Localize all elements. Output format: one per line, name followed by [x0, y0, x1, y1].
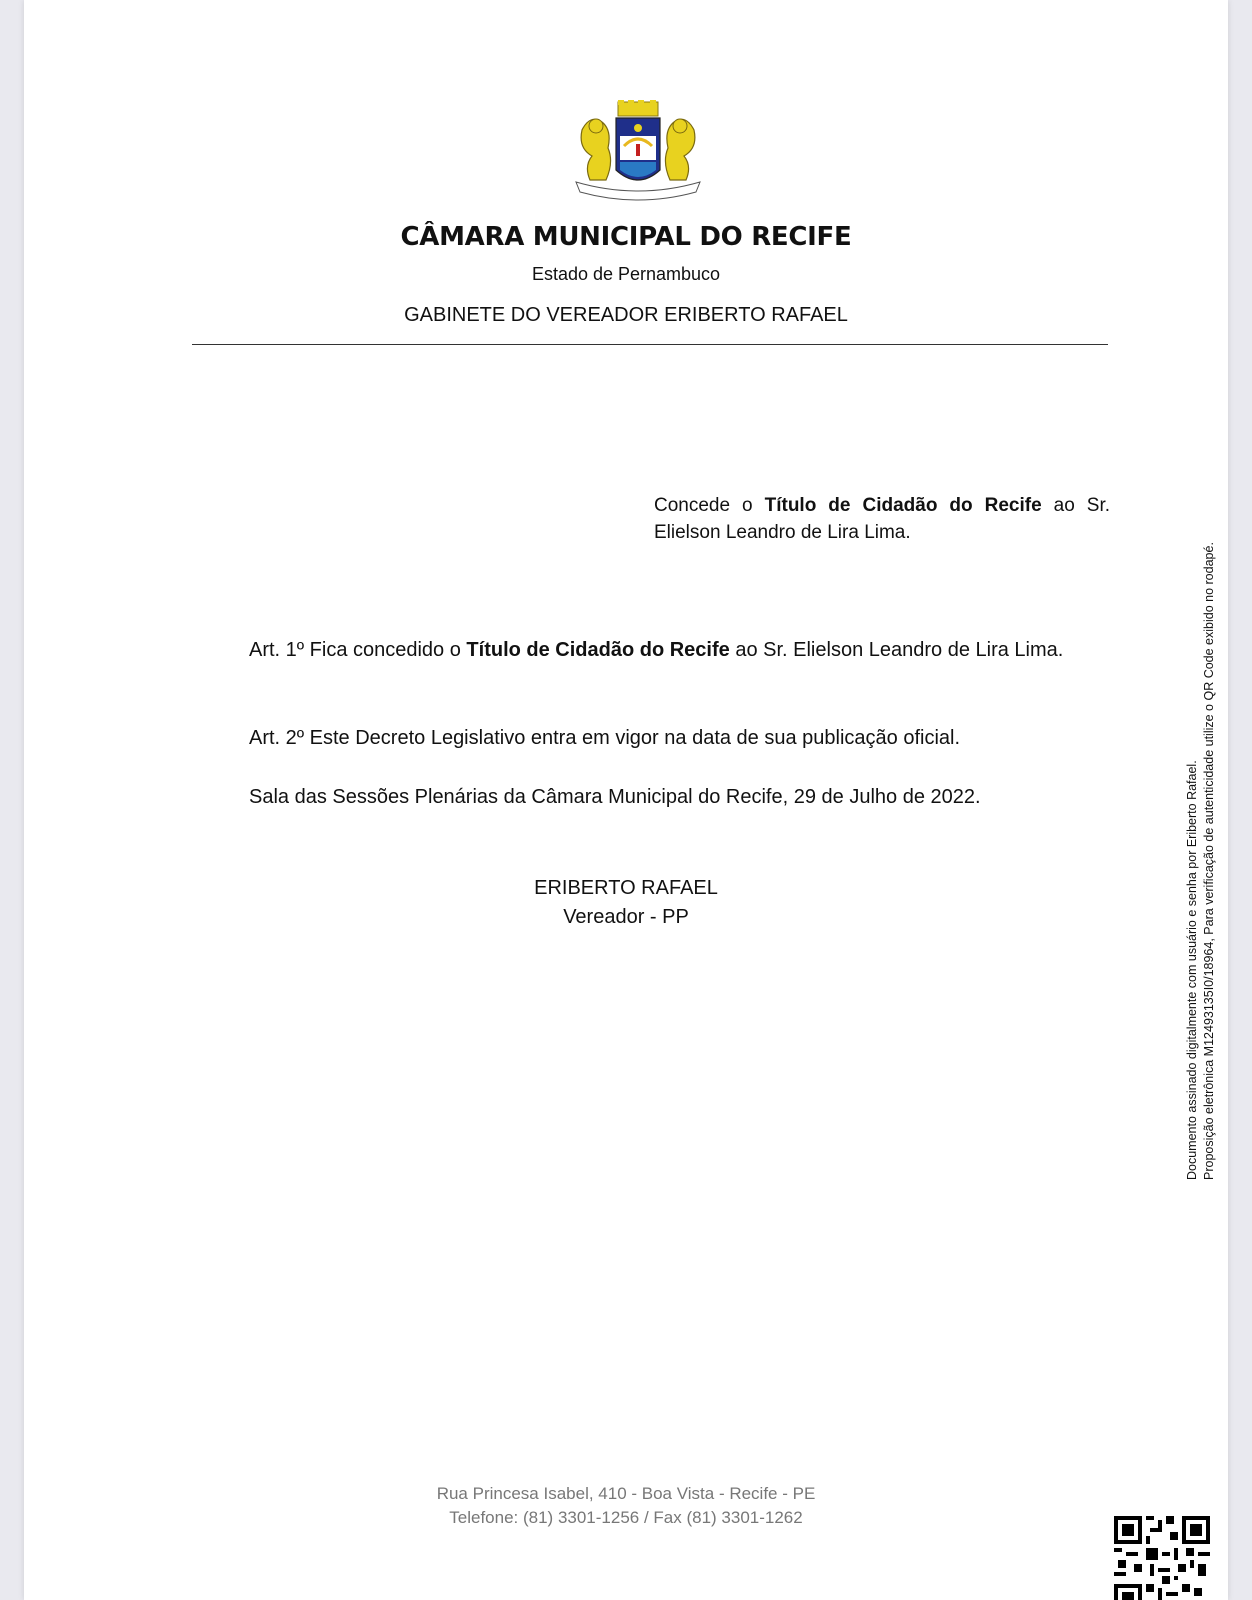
footer-address: Rua Princesa Isabel, 410 - Boa Vista - Recife - PE	[436, 1484, 816, 1503]
ementa-prefix: Concede o	[654, 495, 765, 516]
closing-line: Sala das Sessões Plenárias da Câmara Municipal do Recife, 29 de Julho de 2022.	[249, 786, 981, 808]
stamp-line-2: Proposição eletrônica M12493135I0/18964, Para verificação de autenticidade utilize o QR Code exibido no rodapé.	[1202, 542, 1216, 1180]
state-subtitle: Estado de Pernambuco	[531, 264, 721, 284]
article-1-suffix: ao Sr. Elielson Leandro de Lira Lima.	[729, 639, 1064, 661]
cabinet-heading: GABINETE DO VEREADOR ERIBERTO RAFAEL	[404, 304, 848, 326]
signature-role: Vereador - PP	[563, 906, 689, 928]
footer-phone: Telefone: (81) 3301-1256 / Fax (81) 3301-1262	[449, 1508, 803, 1527]
ementa-suffix: ao Sr. Elielson Leandro de Lira Lima.	[654, 495, 1111, 543]
header-divider	[192, 344, 1108, 345]
digital-signature-stamp	[1184, 440, 1218, 1180]
stamp-line-1: Documento assinado digitalmente com usuário e senha por Eriberto Rafael.	[1185, 760, 1199, 1180]
document-page	[24, 0, 1228, 1600]
signature-name: ERIBERTO RAFAEL	[534, 877, 718, 899]
page-title: CÂMARA MUNICIPAL DO RECIFE	[400, 222, 852, 252]
article-1-title-bold: Título de Cidadão do Recife	[466, 639, 730, 661]
ementa-paragraph	[654, 492, 1110, 546]
article-2: Art. 2º Este Decreto Legislativo entra em vigor na data de sua publicação oficial.	[249, 727, 961, 749]
qr-code-icon	[1114, 1516, 1210, 1600]
article-1-prefix: Art. 1º Fica concedido o	[249, 639, 467, 661]
ementa-title-bold: Título de Cidadão do Recife	[764, 495, 1042, 516]
article-1	[192, 635, 1108, 665]
city-coat-of-arms-icon	[572, 100, 704, 204]
